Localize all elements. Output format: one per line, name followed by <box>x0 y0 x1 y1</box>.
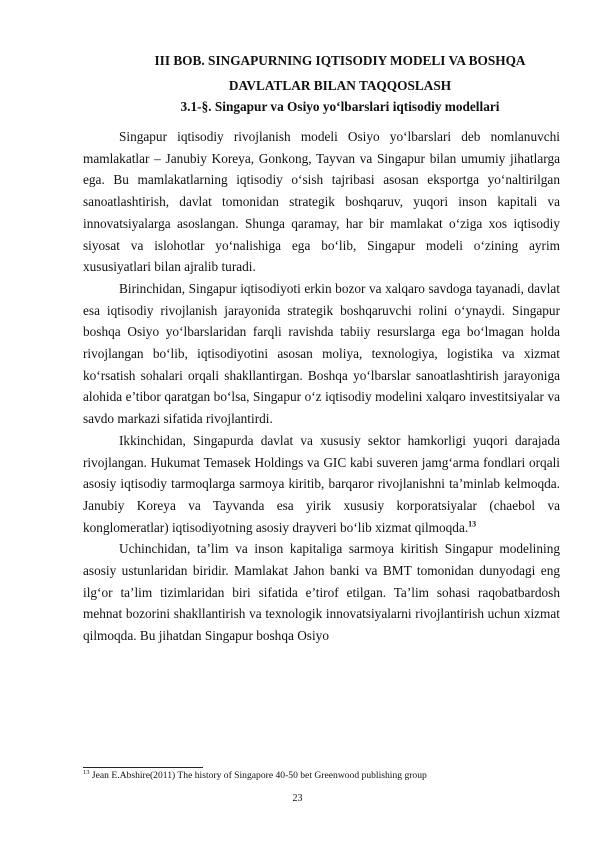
footnote-number: 13 <box>83 768 90 776</box>
footnote-text: Jean E.Abshire(2011) The history of Singapore 40-50 bet Greenwood publishing group <box>91 770 427 781</box>
footnote-divider <box>83 767 203 768</box>
body-text <box>83 126 560 647</box>
footnote-reference[interactable]: 13 <box>468 519 477 529</box>
chapter-title <box>120 50 560 71</box>
paragraph-3-text: Ikkinchidan, Singapurda davlat va xususiy sektor hamkorligi yuqori darajada rivojlangan. Hukumat Temasek Holdings va GIC kabi suveren jamg‘arma fondlari orqali asosiy iqtisodiy tarmoqlarga sarmoya kiritib, barqaror rivojlanishni ta’minlab kelmoqda. Janubiy Koreya va Tayvanda esa yirik xususiy korporatsiyalar (chaebol va konglomeratlar) iqtisodiyotning asosiy drayveri bo‘lib xizmat qilmoqda. <box>83 432 560 535</box>
paragraph-3 <box>83 430 560 539</box>
paragraph-2: Birinchidan, Singapur iqtisodiyoti erkin bozor va xalqaro savdoga tayanadi, davlat esa iqtisodiy rivojlanish jarayonida strategik boshqaruvchi rolini o‘ynaydi. Singapur boshqa Osiyo yo‘lbarslaridan farqli ravishda tabiiy resurslarga ega bo‘lmagan holda rivojlangan bo‘lib, iqtisodiyotini asosan moliya, texnologiya, logistika va xizmat ko‘rsatish sohalari orqali shakllantirgan. Boshqa yo‘lbarslar sanoatlashtirish jarayoniga alohida e’tibor qaratgan bo‘lsa, Singapur o‘z iqtisodiy modelini xalqaro investitsiyalar va savdo markazi sifatida rivojlantirdi. <box>83 280 560 427</box>
footnote <box>83 770 427 782</box>
paragraph-4: Uchinchidan, ta’lim va inson kapitaliga sarmoya kiritish Singapur modelining asosiy ustunlaridan biridir. Mamlakat Jahon banki va BMT tomonidan dunyodagi eng ilg‘or ta’lim tizimlaridan biri sifatida e’tirof etilgan. Ta’lim sohasi raqobatbardosh mehnat bozorini shakllantirish va texnologik innovatsiyalarni rivojlantirish uchun xizmat qilmoqda. Bu jihatdan Singapur boshqa Osiyo <box>83 541 560 644</box>
section-title: 3.1-§. Singapur va Osiyo yo‘lbarslari iqtisodiy modellari <box>180 99 500 114</box>
chapter-title-line-1: III BOB. SINGAPURNING IQTISODIY MODELI VA BOSHQA <box>154 53 526 68</box>
paragraph-1: Singapur iqtisodiy rivojlanish modeli Osiyo yo‘lbarslari deb nomlanuvchi mamlakatlar – Janubiy Koreya, Gonkong, Tayvan va Singapur bilan umumiy jihatlarga ega. Bu mamlakatlarning iqtisodiy o‘sish tajribasi asosan eksportga yo‘naltirilgan sanoatlashtirish, davlat tomonidan strategik boshqaruv, yuqori inson kapitali va innovatsiyalarga asoslangan. Shunga qaramay, har bir mamlakat o‘ziga xos iqtisodiy siyosat va islohotlar yo‘nalishiga ega bo‘lib, Singapur modeli o‘zining ayrim xususiyatlari bilan ajralib turadi. <box>83 129 560 275</box>
page-number: 23 <box>292 793 303 804</box>
chapter-title-continued <box>120 75 560 117</box>
chapter-title-line-2: DAVLATLAR BILAN TAQQOSLASH <box>228 78 452 93</box>
